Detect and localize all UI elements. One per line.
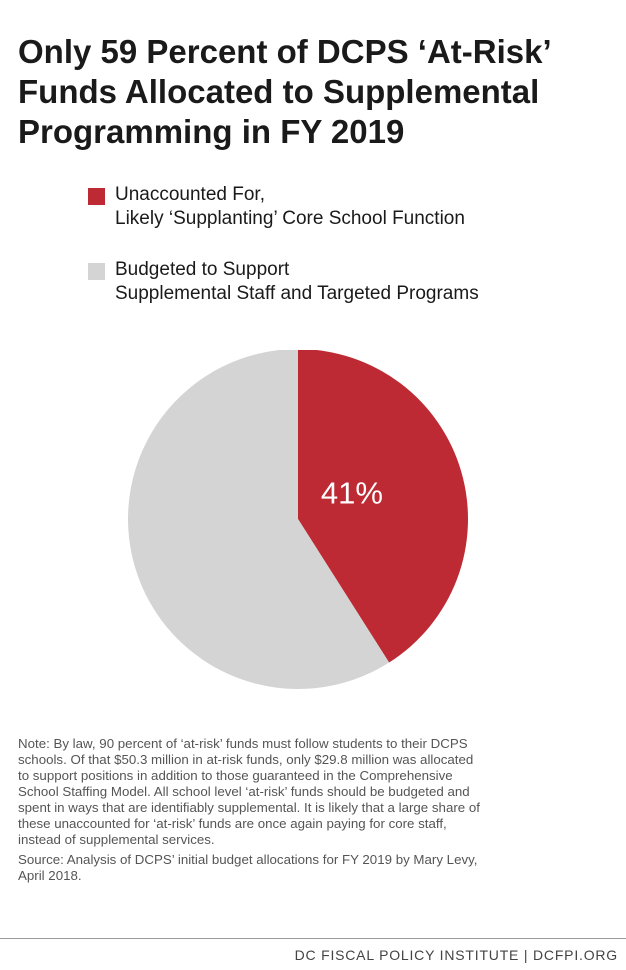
note-line: schools. Of that $50.3 million in at-risk funds, only $29.8 million was allocated [18, 752, 474, 767]
source-line: April 2018. [18, 868, 82, 883]
note-line: Note: By law, 90 percent of ‘at-risk’ funds must follow students to their DCPS [18, 736, 468, 751]
pie-chart [125, 350, 475, 690]
note-line: spent in ways that are identifiably supplemental. It is likely that a large share of [18, 800, 480, 815]
legend-label-unaccounted [115, 183, 479, 231]
legend-label-line: Budgeted to Support [115, 259, 290, 280]
chart-note [18, 736, 618, 884]
legend-swatch-unaccounted [88, 188, 105, 205]
legend-label-line: Supplemental Staff and Targeted Programs [115, 283, 479, 304]
legend-item-unaccounted [88, 183, 479, 231]
note-line: School Staffing Model. All school level ‘at-risk’ funds should be budgeted and [18, 784, 470, 799]
title-line-2: Funds Allocated to Supplemental [18, 73, 540, 110]
note-line: instead of supplemental services. [18, 832, 215, 847]
legend-swatch-budgeted [88, 263, 105, 280]
source-line: Source: Analysis of DCPS’ initial budget allocations for FY 2019 by Mary Levy, [18, 852, 478, 867]
chart-source [18, 852, 618, 884]
pie-slice-label-0: 41% [320, 475, 383, 511]
footer-credit: DC FISCAL POLICY INSTITUTE | DCFPI.ORG [294, 947, 618, 963]
note-line: these unaccounted for ‘at-risk’ funds are once again paying for core staff, [18, 816, 447, 831]
note-line: to support positions in addition to those guaranteed in the Comprehensive [18, 768, 453, 783]
legend-item-budgeted [88, 258, 479, 306]
title-line-1: Only 59 Percent of DCPS ‘At-Risk’ [18, 33, 552, 70]
legend-label-line: Likely ‘Supplanting’ Core School Function [115, 208, 465, 229]
footer-divider [0, 938, 626, 939]
legend-label-budgeted [115, 258, 479, 306]
chart-legend [88, 183, 479, 333]
legend-label-line: Unaccounted For, [115, 184, 265, 205]
title-line-3: Programming in FY 2019 [18, 113, 405, 150]
chart-title [18, 32, 614, 152]
